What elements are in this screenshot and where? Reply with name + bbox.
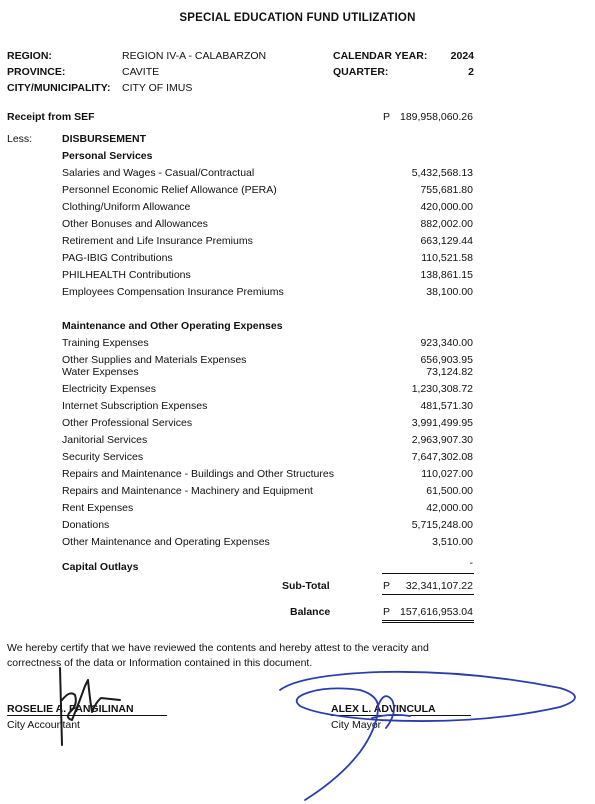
personal-services-heading: Personal Services	[62, 150, 153, 162]
subtotal-amount: 32,341,107.22	[405, 580, 473, 592]
subtotal-rule	[382, 573, 474, 574]
mooe-item-amount: 923,340.00	[420, 337, 473, 349]
mooe-item-label: Donations	[62, 519, 110, 531]
mooe-item-label: Other Supplies and Materials Expenses	[62, 354, 247, 366]
balance-amount: 157,616,953.04	[400, 606, 473, 618]
ps-item-label: Other Bonuses and Allowances	[62, 218, 208, 230]
receipt-currency: P	[383, 111, 391, 123]
report-title: SPECIAL EDUCATION FUND UTILIZATION	[179, 12, 416, 24]
city-value: CITY OF IMUS	[122, 82, 193, 94]
mooe-item-label: Other Professional Services	[62, 417, 193, 429]
mooe-item-amount: 7,647,302.08	[411, 451, 473, 463]
mooe-item-label: Electricity Expenses	[62, 383, 156, 395]
mooe-item-label: Security Services	[62, 451, 144, 463]
balance-currency: P	[383, 606, 391, 618]
mooe-item-amount: 42,000.00	[426, 502, 473, 514]
mooe-item-label: Janitorial Services	[62, 434, 148, 446]
ps-item-amount: 38,100.00	[426, 286, 473, 298]
ps-item-amount: 882,002.00	[420, 218, 473, 230]
signatory-title: City Mayor	[331, 719, 382, 731]
balance-double-underline	[382, 620, 474, 623]
mooe-item-amount: 73,124.82	[426, 366, 473, 378]
ps-item-label: Salaries and Wages - Casual/Contractual	[62, 167, 255, 179]
region-label: REGION:	[7, 50, 52, 62]
mooe-item-label: Repairs and Maintenance - Machinery and Equipment	[62, 485, 313, 497]
capital-outlays-amount: -	[469, 557, 473, 569]
mooe-item-label: Other Maintenance and Operating Expenses	[62, 536, 270, 548]
balance-label: Balance	[290, 606, 331, 618]
calendar-year-value: 2024	[450, 50, 474, 62]
signatory-title: City Accountant	[7, 719, 80, 731]
mooe-item-label: Repairs and Maintenance - Buildings and Other Structures	[62, 468, 334, 480]
ps-item-label: Retirement and Life Insurance Premiums	[62, 235, 253, 247]
signatory-name: ROSELIE A. PANGILINAN	[7, 703, 134, 715]
mooe-item-amount: 656,903.95	[420, 354, 473, 366]
ps-item-amount: 663,129.44	[420, 235, 473, 247]
ps-item-label: Employees Compensation Insurance Premiums	[62, 286, 284, 298]
certification-text: We hereby certify that we have reviewed the contents and hereby attest to the veracity and correctness of the data or Information contained in this document.	[7, 642, 429, 669]
mooe-item-label: Water Expenses	[62, 366, 139, 378]
ps-item-amount: 5,432,568.13	[411, 167, 473, 179]
region-value: REGION IV-A - CALABARZON	[122, 50, 267, 62]
ps-item-amount: 755,681.80	[420, 184, 473, 196]
subtotal-label: Sub-Total	[282, 580, 330, 592]
mooe-item-amount: 5,715,248.00	[411, 519, 473, 531]
mooe-item-label: Rent Expenses	[62, 502, 134, 514]
mooe-item-amount: 3,991,499.95	[411, 417, 473, 429]
city-label: CITY/MUNICIPALITY:	[7, 82, 111, 94]
ps-item-label: Clothing/Uniform Allowance	[62, 201, 191, 213]
calendar-year-label: CALENDAR YEAR:	[333, 50, 428, 62]
mooe-item-amount: 110,027.00	[421, 468, 473, 480]
disbursement-heading: DISBURSEMENT	[62, 133, 147, 145]
receipt-amount: 189,958,060.26	[400, 111, 473, 123]
mooe-heading: Maintenance and Other Operating Expenses	[62, 320, 283, 332]
receipt-label: Receipt from SEF	[7, 111, 95, 123]
mooe-item-amount: 2,963,907.30	[411, 434, 473, 446]
signatory-line	[7, 715, 167, 716]
ps-item-label: Personnel Economic Relief Allowance (PERA)	[62, 184, 277, 196]
ps-item-amount: 420,000.00	[420, 201, 473, 213]
province-value: CAVITE	[122, 66, 160, 78]
quarter-value: 2	[468, 66, 474, 78]
mooe-item-amount: 1,230,308.72	[411, 383, 473, 395]
signatory-line	[331, 715, 471, 716]
ps-item-label: PAG-IBIG Contributions	[62, 252, 173, 264]
ps-item-label: PHILHEALTH Contributions	[62, 269, 191, 281]
province-label: PROVINCE:	[7, 66, 66, 78]
capital-outlays-heading: Capital Outlays	[62, 561, 139, 573]
ps-item-amount: 138,861.15	[420, 269, 473, 281]
subtotal-currency: P	[383, 580, 391, 592]
mooe-item-amount: 481,571.30	[420, 400, 473, 412]
mooe-item-label: Internet Subscription Expenses	[62, 400, 208, 412]
mooe-item-label: Training Expenses	[62, 337, 149, 349]
mayor-signature	[280, 672, 575, 800]
signatory-name: ALEX L. ADVINCULA	[331, 703, 436, 715]
mooe-item-amount: 3,510.00	[432, 536, 473, 548]
subtotal-underline	[382, 594, 474, 595]
ps-item-amount: 110,521.58	[421, 252, 473, 264]
quarter-label: QUARTER:	[333, 66, 389, 78]
mooe-item-amount: 61,500.00	[426, 485, 473, 497]
less-label: Less:	[7, 133, 33, 145]
